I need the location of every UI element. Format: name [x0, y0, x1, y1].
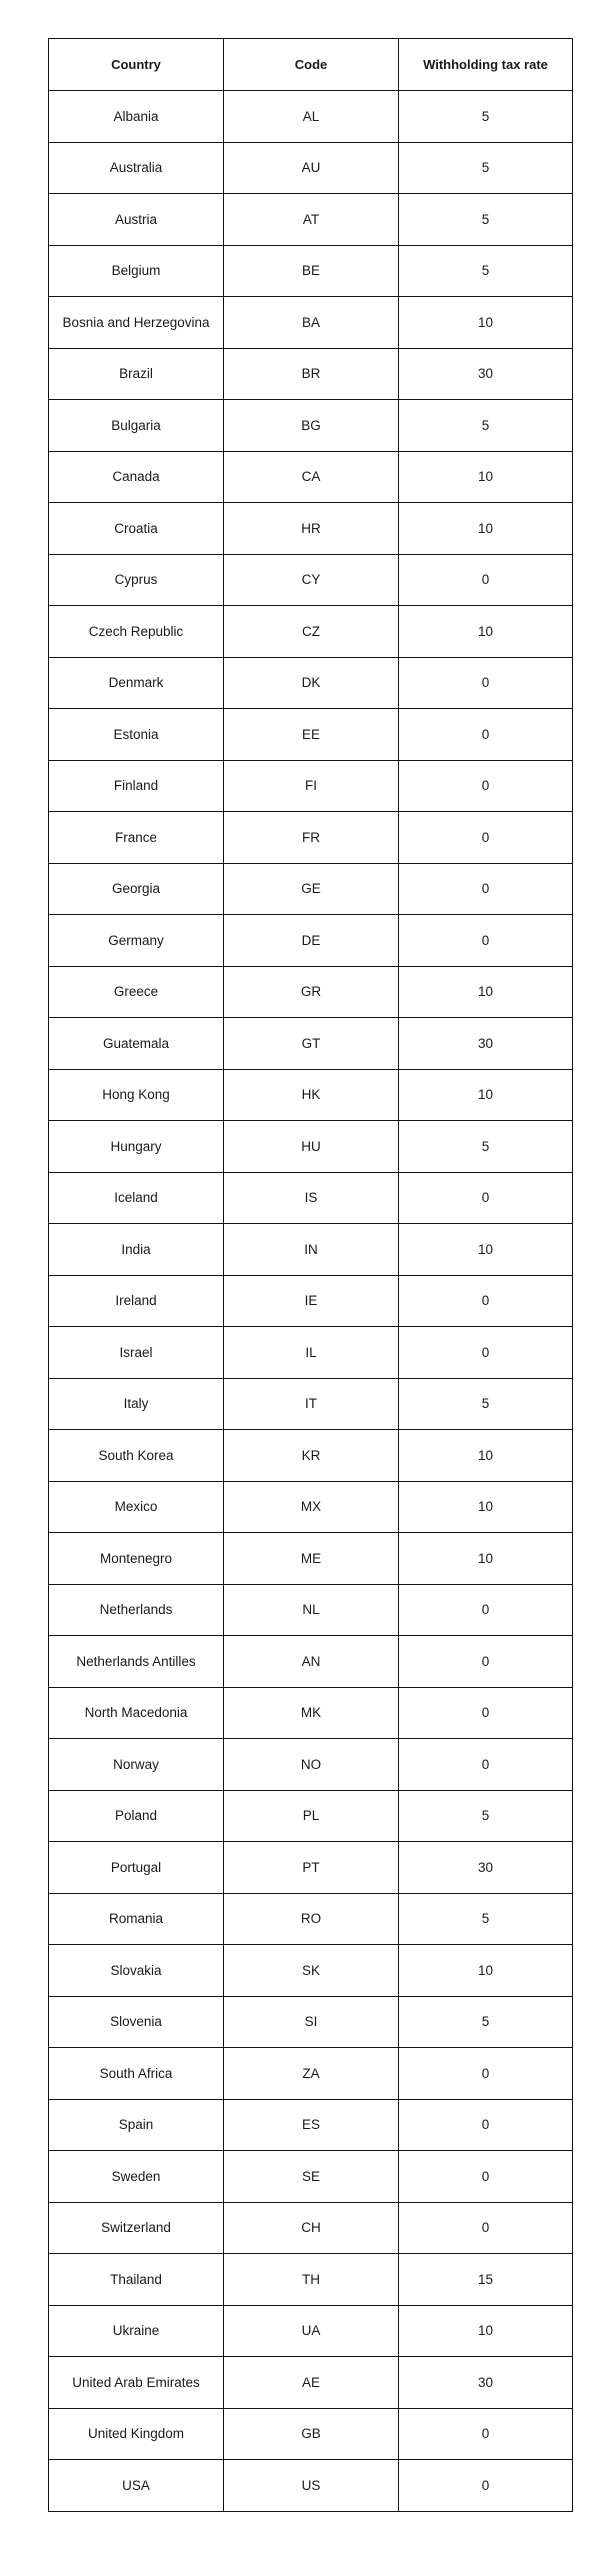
withholding-tax-rate-cell: 0 — [399, 1275, 573, 1327]
country-cell: Poland — [49, 1790, 224, 1842]
country-cell: Hungary — [49, 1121, 224, 1173]
code-cell: DK — [224, 657, 399, 709]
country-cell: Ukraine — [49, 2305, 224, 2357]
table-row — [49, 2151, 573, 2203]
table-row — [49, 2202, 573, 2254]
withholding-tax-rate-cell: 30 — [399, 348, 573, 400]
table-row — [49, 1687, 573, 1739]
table-row — [49, 709, 573, 761]
code-cell: FI — [224, 760, 399, 812]
table-row — [49, 760, 573, 812]
country-cell: Bosnia and Herzegovina — [49, 297, 224, 349]
withholding-tax-table — [48, 38, 573, 2512]
withholding-tax-rate-cell: 10 — [399, 966, 573, 1018]
withholding-tax-rate-cell: 30 — [399, 1842, 573, 1894]
withholding-tax-rate-cell: 0 — [399, 2460, 573, 2512]
withholding-tax-rate-cell: 10 — [399, 1224, 573, 1276]
code-cell: AN — [224, 1636, 399, 1688]
code-cell: GE — [224, 863, 399, 915]
withholding-tax-rate-cell: 30 — [399, 2357, 573, 2409]
withholding-tax-rate-cell: 5 — [399, 91, 573, 143]
table-row — [49, 1172, 573, 1224]
table-row — [49, 451, 573, 503]
code-cell: DE — [224, 915, 399, 967]
country-cell: Czech Republic — [49, 606, 224, 658]
table-row — [49, 91, 573, 143]
table-row — [49, 297, 573, 349]
withholding-tax-rate-cell: 5 — [399, 142, 573, 194]
table-row — [49, 2305, 573, 2357]
code-cell: BE — [224, 245, 399, 297]
withholding-tax-rate-cell: 5 — [399, 1121, 573, 1173]
code-cell: TH — [224, 2254, 399, 2306]
code-cell: EE — [224, 709, 399, 761]
withholding-tax-rate-cell: 5 — [399, 1378, 573, 1430]
country-cell: Hong Kong — [49, 1069, 224, 1121]
code-cell: KR — [224, 1430, 399, 1482]
table-row — [49, 1893, 573, 1945]
country-cell: United Arab Emirates — [49, 2357, 224, 2409]
code-cell: NO — [224, 1739, 399, 1791]
withholding-tax-rate-cell: 10 — [399, 1069, 573, 1121]
country-cell: Cyprus — [49, 554, 224, 606]
withholding-tax-rate-cell: 10 — [399, 606, 573, 658]
code-cell: HK — [224, 1069, 399, 1121]
country-cell: South Africa — [49, 2048, 224, 2100]
withholding-tax-rate-cell: 0 — [399, 709, 573, 761]
code-cell: SI — [224, 1996, 399, 2048]
withholding-tax-rate-cell: 0 — [399, 554, 573, 606]
code-cell: ZA — [224, 2048, 399, 2100]
table-row — [49, 606, 573, 658]
code-cell: GB — [224, 2408, 399, 2460]
withholding-tax-rate-cell: 0 — [399, 1172, 573, 1224]
withholding-tax-rate-cell: 0 — [399, 1327, 573, 1379]
code-cell: FR — [224, 812, 399, 864]
withholding-tax-rate-cell: 0 — [399, 1687, 573, 1739]
code-cell: RO — [224, 1893, 399, 1945]
country-cell: USA — [49, 2460, 224, 2512]
table-row — [49, 1945, 573, 1997]
table-row — [49, 1275, 573, 1327]
withholding-tax-rate-cell: 10 — [399, 2305, 573, 2357]
code-cell: CY — [224, 554, 399, 606]
withholding-tax-rate-cell: 10 — [399, 1481, 573, 1533]
table-row — [49, 657, 573, 709]
country-cell: Mexico — [49, 1481, 224, 1533]
withholding-tax-rate-cell: 10 — [399, 451, 573, 503]
withholding-tax-rate-cell: 5 — [399, 1790, 573, 1842]
country-cell: Germany — [49, 915, 224, 967]
country-cell: Israel — [49, 1327, 224, 1379]
code-cell: UA — [224, 2305, 399, 2357]
code-cell: ME — [224, 1533, 399, 1585]
country-cell: Netherlands — [49, 1584, 224, 1636]
country-cell: Belgium — [49, 245, 224, 297]
table-row — [49, 1584, 573, 1636]
country-cell: Montenegro — [49, 1533, 224, 1585]
table-row — [49, 966, 573, 1018]
withholding-tax-rate-column-header: Withholding tax rate — [399, 39, 573, 91]
country-cell: Finland — [49, 760, 224, 812]
table-header — [49, 39, 573, 91]
code-cell: CA — [224, 451, 399, 503]
country-cell: Albania — [49, 91, 224, 143]
country-cell: Brazil — [49, 348, 224, 400]
table-row — [49, 915, 573, 967]
code-cell: MX — [224, 1481, 399, 1533]
code-cell: IS — [224, 1172, 399, 1224]
table-row — [49, 2460, 573, 2512]
withholding-tax-rate-cell: 0 — [399, 1739, 573, 1791]
withholding-tax-rate-cell: 5 — [399, 194, 573, 246]
withholding-tax-rate-cell: 5 — [399, 400, 573, 452]
table-row — [49, 1533, 573, 1585]
code-cell: BG — [224, 400, 399, 452]
table-row — [49, 1378, 573, 1430]
code-cell: PL — [224, 1790, 399, 1842]
country-cell: Norway — [49, 1739, 224, 1791]
withholding-tax-rate-cell: 0 — [399, 915, 573, 967]
withholding-tax-rate-cell: 10 — [399, 1533, 573, 1585]
code-cell: AL — [224, 91, 399, 143]
code-cell: MK — [224, 1687, 399, 1739]
code-cell: AT — [224, 194, 399, 246]
table-row — [49, 1481, 573, 1533]
country-cell: Georgia — [49, 863, 224, 915]
country-column-header: Country — [49, 39, 224, 91]
withholding-tax-rate-cell: 0 — [399, 2048, 573, 2100]
country-cell: Slovakia — [49, 1945, 224, 1997]
table-row — [49, 245, 573, 297]
code-cell: ES — [224, 2099, 399, 2151]
withholding-tax-rate-cell: 0 — [399, 812, 573, 864]
country-cell: Austria — [49, 194, 224, 246]
withholding-tax-rate-cell: 5 — [399, 1893, 573, 1945]
withholding-tax-rate-cell: 10 — [399, 297, 573, 349]
country-cell: United Kingdom — [49, 2408, 224, 2460]
table-row — [49, 400, 573, 452]
withholding-tax-rate-cell: 0 — [399, 2202, 573, 2254]
country-cell: Denmark — [49, 657, 224, 709]
table-row — [49, 1842, 573, 1894]
table-row — [49, 1224, 573, 1276]
country-cell: Romania — [49, 1893, 224, 1945]
country-cell: France — [49, 812, 224, 864]
withholding-tax-table-container — [48, 38, 572, 2512]
code-cell: AU — [224, 142, 399, 194]
country-cell: Greece — [49, 966, 224, 1018]
code-cell: CH — [224, 2202, 399, 2254]
table-row — [49, 1121, 573, 1173]
withholding-tax-rate-cell: 0 — [399, 1636, 573, 1688]
table-row — [49, 863, 573, 915]
code-cell: CZ — [224, 606, 399, 658]
country-cell: Guatemala — [49, 1018, 224, 1070]
table-row — [49, 348, 573, 400]
country-cell: Croatia — [49, 503, 224, 555]
withholding-tax-rate-cell: 5 — [399, 1996, 573, 2048]
country-cell: Estonia — [49, 709, 224, 761]
code-cell: IT — [224, 1378, 399, 1430]
table-row — [49, 2357, 573, 2409]
code-cell: SE — [224, 2151, 399, 2203]
table-row — [49, 1790, 573, 1842]
table-row — [49, 1018, 573, 1070]
code-cell: GR — [224, 966, 399, 1018]
country-cell: India — [49, 1224, 224, 1276]
table-row — [49, 2099, 573, 2151]
withholding-tax-rate-cell: 0 — [399, 760, 573, 812]
table-row — [49, 1327, 573, 1379]
code-cell: IL — [224, 1327, 399, 1379]
table-row — [49, 554, 573, 606]
code-cell: IE — [224, 1275, 399, 1327]
country-cell: Australia — [49, 142, 224, 194]
country-cell: Portugal — [49, 1842, 224, 1894]
table-row — [49, 1739, 573, 1791]
withholding-tax-rate-cell: 10 — [399, 1430, 573, 1482]
country-cell: North Macedonia — [49, 1687, 224, 1739]
country-cell: Iceland — [49, 1172, 224, 1224]
country-cell: Thailand — [49, 2254, 224, 2306]
code-cell: PT — [224, 1842, 399, 1894]
country-cell: Slovenia — [49, 1996, 224, 2048]
withholding-tax-rate-cell: 30 — [399, 1018, 573, 1070]
country-cell: Spain — [49, 2099, 224, 2151]
code-column-header: Code — [224, 39, 399, 91]
table-row — [49, 2048, 573, 2100]
table-row — [49, 142, 573, 194]
table-row — [49, 1430, 573, 1482]
table-row — [49, 1996, 573, 2048]
table-row — [49, 194, 573, 246]
country-cell: Sweden — [49, 2151, 224, 2203]
table-row — [49, 2254, 573, 2306]
withholding-tax-rate-cell: 0 — [399, 863, 573, 915]
withholding-tax-rate-cell: 0 — [399, 2151, 573, 2203]
code-cell: NL — [224, 1584, 399, 1636]
withholding-tax-rate-cell: 15 — [399, 2254, 573, 2306]
country-cell: Canada — [49, 451, 224, 503]
country-cell: Ireland — [49, 1275, 224, 1327]
code-cell: AE — [224, 2357, 399, 2409]
country-cell: Italy — [49, 1378, 224, 1430]
withholding-tax-rate-cell: 10 — [399, 503, 573, 555]
country-cell: South Korea — [49, 1430, 224, 1482]
country-cell: Switzerland — [49, 2202, 224, 2254]
withholding-tax-rate-cell: 0 — [399, 2099, 573, 2151]
code-cell: GT — [224, 1018, 399, 1070]
table-row — [49, 1069, 573, 1121]
header-row — [49, 39, 573, 91]
withholding-tax-rate-cell: 5 — [399, 245, 573, 297]
code-cell: HU — [224, 1121, 399, 1173]
code-cell: BA — [224, 297, 399, 349]
country-cell: Netherlands Antilles — [49, 1636, 224, 1688]
country-cell: Bulgaria — [49, 400, 224, 452]
withholding-tax-rate-cell: 10 — [399, 1945, 573, 1997]
code-cell: SK — [224, 1945, 399, 1997]
code-cell: IN — [224, 1224, 399, 1276]
withholding-tax-rate-cell: 0 — [399, 657, 573, 709]
table-body — [49, 91, 573, 2512]
code-cell: HR — [224, 503, 399, 555]
withholding-tax-rate-cell: 0 — [399, 1584, 573, 1636]
code-cell: US — [224, 2460, 399, 2512]
withholding-tax-rate-cell: 0 — [399, 2408, 573, 2460]
table-row — [49, 503, 573, 555]
table-row — [49, 2408, 573, 2460]
code-cell: BR — [224, 348, 399, 400]
table-row — [49, 812, 573, 864]
table-row — [49, 1636, 573, 1688]
